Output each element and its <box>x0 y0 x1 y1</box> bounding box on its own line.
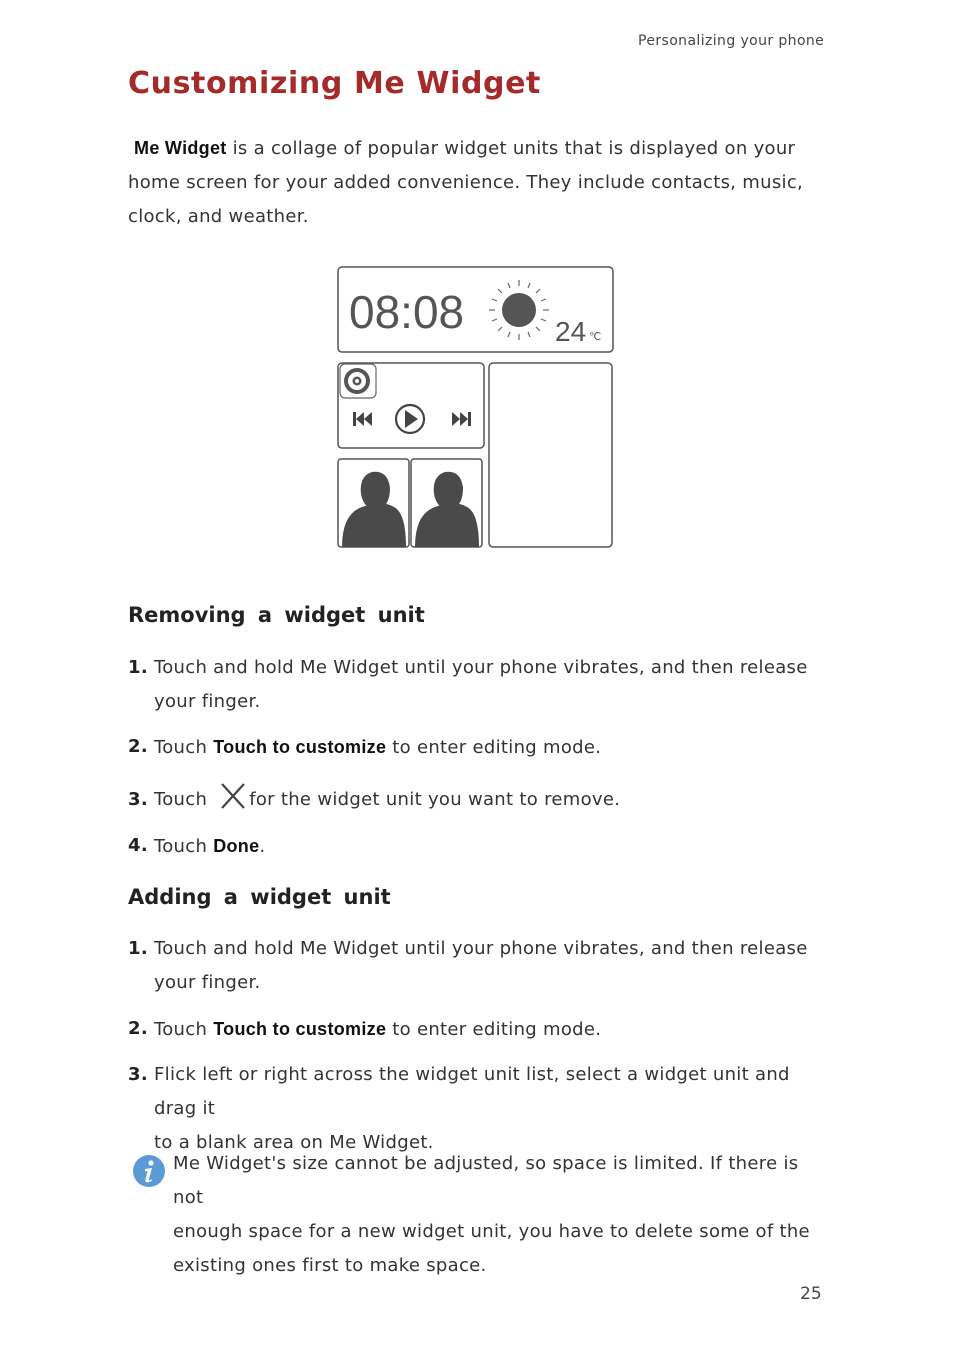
step-number: 1. <box>128 938 148 959</box>
step-text-pre: Touch <box>154 1019 214 1040</box>
contact-icon <box>411 459 482 547</box>
step-number: 1. <box>128 657 148 678</box>
close-x-icon <box>219 783 247 809</box>
page-title: Customizing Me Widget <box>128 66 542 101</box>
page-number: 25 <box>800 1284 822 1304</box>
temperature-value: 24 <box>555 316 587 347</box>
step-text-line-2: your finger. <box>154 691 261 712</box>
step-text-line-2: your finger. <box>154 972 261 993</box>
note-text <box>173 1147 833 1283</box>
step-text-line-1: Touch and hold Me Widget until your phone vibrates, and then release <box>154 938 808 959</box>
note-line-3: existing ones first to make space. <box>173 1255 487 1276</box>
note-line-2: enough space for a new widget unit, you have to delete some of the <box>173 1221 810 1242</box>
removing-step-3 <box>128 783 828 817</box>
step-bold-term: Touch to customize <box>213 1019 387 1039</box>
temperature-unit: ℃ <box>589 331 602 343</box>
adding-step-2 <box>128 1012 828 1047</box>
step-text-post: to enter editing mode. <box>386 1019 602 1040</box>
note-line-1: Me Widget's size cannot be adjusted, so space is limited. If there is not <box>173 1153 799 1208</box>
step-number: 4. <box>128 835 148 856</box>
removing-step-2 <box>128 730 828 765</box>
contact-icon <box>338 459 409 547</box>
intro-paragraph <box>128 131 818 234</box>
intro-bold-term: Me Widget <box>134 138 227 158</box>
adding-step-1 <box>128 932 828 1000</box>
step-text-line-2: to a blank area on Me Widget. <box>154 1132 434 1153</box>
step-bold-term: Touch to customize <box>213 737 387 757</box>
step-text-post: . <box>259 836 266 857</box>
adding-step-3 <box>128 1058 828 1160</box>
step-text-pre: Touch <box>154 836 214 857</box>
me-widget-illustration <box>334 264 617 552</box>
info-icon <box>132 1154 166 1188</box>
clock-time: 08:08 <box>349 286 465 338</box>
adding-heading: Adding a widget unit <box>128 885 391 909</box>
step-number: 2. <box>128 736 148 757</box>
step-number: 3. <box>128 789 148 810</box>
step-text-line-1: Flick left or right across the widget unit list, select a widget unit and drag it <box>154 1064 790 1119</box>
play-icon <box>396 405 424 433</box>
step-number: 2. <box>128 1018 148 1039</box>
running-header: Personalizing your phone <box>638 33 825 49</box>
step-text-pre: Touch <box>154 737 214 758</box>
step-text-pre: Touch <box>154 789 214 810</box>
intro-line-1 <box>128 131 818 166</box>
step-text-post: to enter editing mode. <box>386 737 602 758</box>
step-text-post: for the widget unit you want to remove. <box>249 789 621 810</box>
intro-line-1-rest: is a collage of popular widget units that is displayed on your <box>226 138 796 159</box>
removing-heading: Removing a widget unit <box>128 603 425 627</box>
step-bold-term: Done <box>213 836 260 856</box>
empty-widget-slot <box>489 363 612 547</box>
intro-line-3: clock, and weather. <box>128 206 309 227</box>
removing-step-1 <box>128 651 828 719</box>
step-number: 3. <box>128 1064 148 1085</box>
music-disc-icon <box>340 364 376 398</box>
intro-line-2: home screen for your added convenience. They include contacts, music, <box>128 172 804 193</box>
removing-step-4 <box>128 829 828 864</box>
step-text-line-1: Touch and hold Me Widget until your phone vibrates, and then release <box>154 657 808 678</box>
